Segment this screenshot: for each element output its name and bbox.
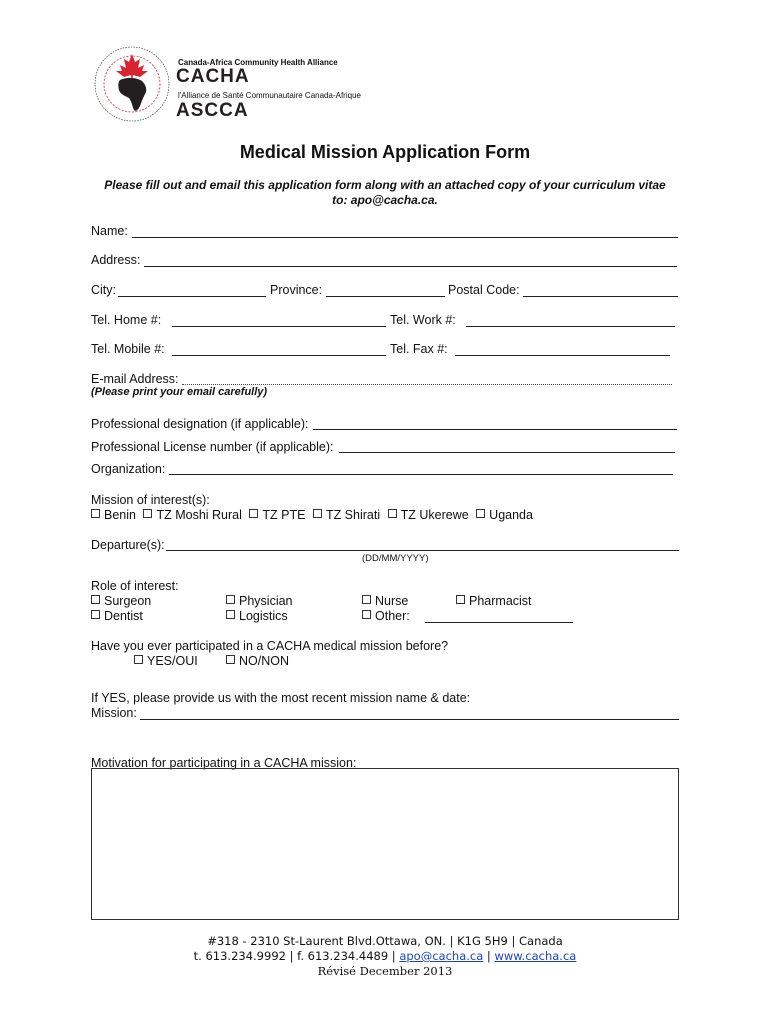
footer-revised: Révisé December 2013: [317, 964, 453, 978]
cacha-emblem: [92, 44, 172, 124]
previous-question: Have you ever participated in a CACHA medical mission before?: [91, 639, 449, 653]
prof-license-field[interactable]: [339, 452, 675, 453]
footer-separator: |: [486, 949, 491, 963]
name-field[interactable]: [132, 237, 678, 238]
mission-field[interactable]: [140, 719, 679, 720]
mission-option[interactable]: Benin: [91, 508, 136, 522]
name-label: Name:: [91, 224, 128, 238]
footer: [0, 934, 770, 979]
email-note: (Please print your email carefully): [91, 386, 268, 398]
checkbox-icon[interactable]: [91, 509, 100, 518]
role-surgeon[interactable]: Surgeon: [91, 594, 151, 608]
checkbox-icon[interactable]: [143, 509, 152, 518]
motivation-label: Motivation for participating in a CACHA mission:: [91, 756, 357, 770]
prof-designation-label: Professional designation (if applicable):: [91, 417, 309, 431]
footer-phone: t. 613.234.9992 | f. 613.234.4489 |: [193, 949, 396, 963]
logo-line1: Canada-Africa Community Health Alliance: [178, 58, 338, 67]
roles-label: Role of interest:: [91, 579, 179, 593]
tel-work-label: Tel. Work #:: [390, 313, 456, 327]
checkbox-icon[interactable]: [91, 595, 100, 604]
logo-line2: l'Alliance de Santé Communautaire Canada-Afrique: [178, 91, 361, 100]
checkbox-icon[interactable]: [476, 509, 485, 518]
checkbox-icon[interactable]: [226, 610, 235, 619]
role-other[interactable]: Other:: [362, 609, 410, 623]
tel-home-field[interactable]: [172, 326, 386, 327]
checkbox-icon[interactable]: [362, 595, 371, 604]
logo-acronym-fr: ASCCA: [176, 100, 249, 121]
address-field[interactable]: [144, 266, 677, 267]
tel-fax-label: Tel. Fax #:: [390, 342, 448, 356]
tel-mobile-label: Tel. Mobile #:: [91, 342, 165, 356]
mission-label: Mission:: [91, 706, 137, 720]
previous-no[interactable]: NO/NON: [226, 654, 289, 668]
role-nurse[interactable]: Nurse: [362, 594, 408, 608]
tel-work-field[interactable]: [466, 326, 675, 327]
tel-fax-field[interactable]: [455, 355, 670, 356]
checkbox-icon[interactable]: [456, 595, 465, 604]
footer-contacts: [0, 949, 770, 964]
mission-option[interactable]: TZ Shirati: [313, 508, 380, 522]
missions-label: Mission of interest(s):: [91, 493, 210, 507]
logo-acronym-en: CACHA: [176, 66, 250, 87]
if-yes-label: If YES, please provide us with the most recent mission name & date:: [91, 691, 471, 705]
organization-label: Organization:: [91, 462, 166, 476]
email-field[interactable]: [182, 384, 672, 385]
logo: [92, 44, 361, 124]
motivation-textarea[interactable]: [91, 768, 679, 920]
role-pharmacist[interactable]: Pharmacist: [456, 594, 532, 608]
role-other-field[interactable]: [425, 622, 573, 623]
province-label: Province:: [270, 283, 323, 297]
city-label: City:: [91, 283, 116, 297]
organization-field[interactable]: [169, 474, 673, 475]
mission-option[interactable]: Uganda: [476, 508, 533, 522]
role-physician[interactable]: Physician: [226, 594, 293, 608]
form-title: Medical Mission Application Form: [239, 142, 531, 162]
province-field[interactable]: [326, 296, 445, 297]
checkbox-icon[interactable]: [134, 655, 143, 664]
footer-address: #318 - 2310 St-Laurent Blvd.Ottawa, ON. | K1G 5H9 | Canada: [207, 934, 563, 948]
checkbox-icon[interactable]: [313, 509, 322, 518]
email-note-text: Please print your email carefully: [94, 386, 264, 398]
mission-options: [91, 508, 533, 522]
checkbox-icon[interactable]: [226, 595, 235, 604]
postal-code-label: Postal Code:: [448, 283, 520, 297]
mission-option[interactable]: TZ Moshi Rural: [143, 508, 241, 522]
footer-website-link[interactable]: www.cacha.ca: [494, 949, 577, 963]
checkbox-icon[interactable]: [362, 610, 371, 619]
instructions-line2: to: apo@cacha.ca.: [332, 193, 438, 207]
tel-home-label: Tel. Home #:: [91, 313, 162, 327]
footer-email-link[interactable]: apo@cacha.ca: [399, 949, 484, 963]
role-logistics[interactable]: Logistics: [226, 609, 288, 623]
postal-code-field[interactable]: [523, 296, 678, 297]
email-label: E-mail Address:: [91, 372, 179, 386]
checkbox-icon[interactable]: [91, 610, 100, 619]
role-dentist[interactable]: Dentist: [91, 609, 143, 623]
prof-designation-field[interactable]: [313, 429, 677, 430]
prof-license-label: Professional License number (if applicable):: [91, 440, 334, 454]
checkbox-icon[interactable]: [226, 655, 235, 664]
departure-label: Departure(s):: [91, 538, 165, 552]
departure-format: (DD/MM/YYYY): [362, 553, 429, 564]
checkbox-icon[interactable]: [388, 509, 397, 518]
previous-yes[interactable]: YES/OUI: [134, 654, 198, 668]
address-label: Address:: [91, 253, 141, 267]
mission-option[interactable]: TZ PTE: [249, 508, 305, 522]
instructions-line1: Please fill out and email this application form along with an attached copy of your curriculum vitae: [104, 178, 666, 192]
tel-mobile-field[interactable]: [172, 355, 386, 356]
checkbox-icon[interactable]: [249, 509, 258, 518]
departure-field[interactable]: [166, 550, 679, 551]
mission-option[interactable]: TZ Ukerewe: [388, 508, 469, 522]
city-field[interactable]: [118, 296, 266, 297]
